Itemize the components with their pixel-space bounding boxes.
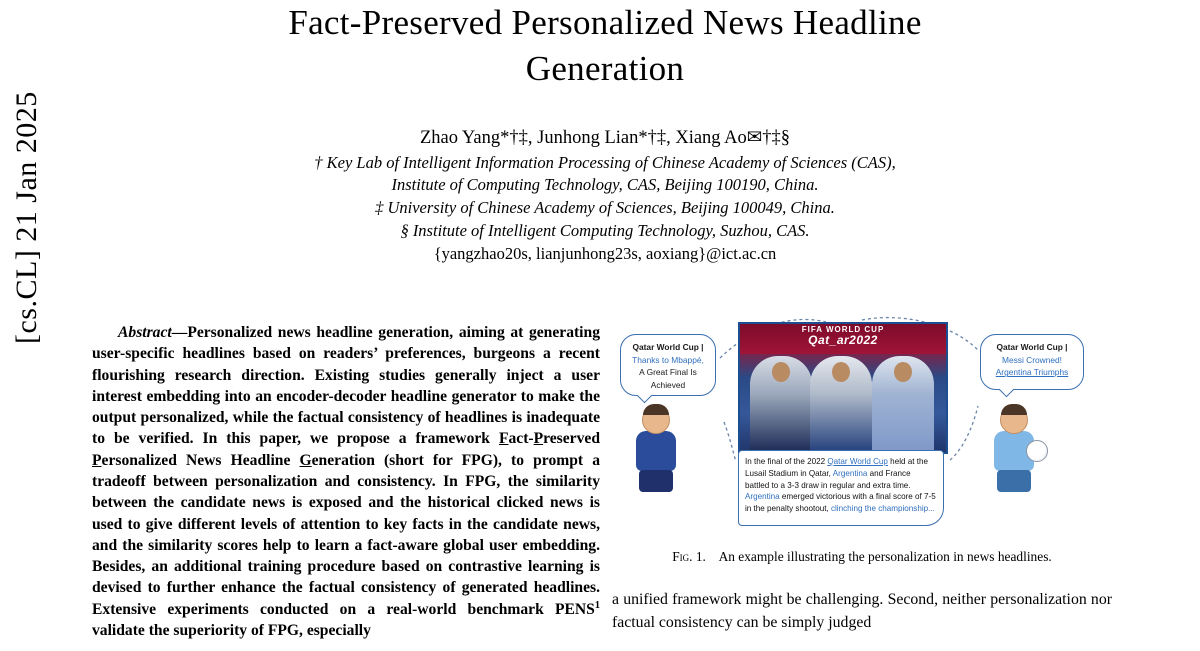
figure-caption <box>612 548 1112 566</box>
abstract-footnote-marker[interactable]: 1 <box>594 599 600 611</box>
abstract-text-1: Personalized news headline generation, aiming at generating user-specific headlines based on readers’ preferences, burgeons a recent flourishing research direction. Existing studies generally inject a user interest embedding into an encoder-decoder headline generator to make the output personalized, while the factual consistency of headlines is inadequate to be verified. In this paper, we propose a framework <box>92 324 600 448</box>
news-seg-3: and France battled to a 3-3 draw in regular and extra time. <box>745 468 911 490</box>
poster-logo-line-2: Qat_ar2022 <box>808 333 878 348</box>
news-seg-4: emerged victorious with a final score of 7-5 in the penalty shootout, <box>745 492 936 514</box>
speech-bubble-user-right <box>980 334 1084 390</box>
title-block <box>170 0 1040 92</box>
affiliation-1: † Key Lab of Intelligent Information Processing of Chinese Academy of Sciences (CAS), <box>314 152 896 172</box>
figure-caption-text: An example illustrating the personalization in news headlines. <box>718 549 1052 564</box>
news-highlight-1: Qatar World Cup <box>827 457 888 466</box>
affiliation-4: § Institute of Intelligent Computing Technology, Suzhou, CAS. <box>400 220 810 240</box>
arxiv-stamp-text: [cs.CL] 21 Jan 2025 <box>10 91 43 344</box>
player-head-icon <box>894 362 912 382</box>
abstract-text-6: validate the superiority of FPG, especially <box>92 622 371 640</box>
affiliation-3: ‡ University of Chinese Academy of Sciences, Beijing 100049, China. <box>375 198 835 218</box>
bubble-left-line-1: Thanks to Mbappé, <box>632 354 704 365</box>
poster-player-right <box>872 356 934 452</box>
bubble-left-line-3: Achieved <box>650 379 686 390</box>
author-names: Zhao Yang*†‡, Junhong Lian*†‡, Xiang Ao✉†‡§ <box>419 128 791 148</box>
abstract-paragraph <box>92 322 600 641</box>
arxiv-stamp <box>10 0 54 344</box>
authors-block <box>170 126 1040 265</box>
page-title <box>170 0 1040 92</box>
news-seg-2: held at the Lusail Stadium in Qatar, <box>745 457 928 478</box>
abstract-underline-p2: P <box>92 451 102 469</box>
abstract-text-5: eneration (short for FPG), to prompt a tradeoff between personalization and consistency. In FPG, the similarity between the candidate news is exposed and the historical clicked news is used to give different levels of attention to key facts in the candidate news, and the similarity scores help to learn a fact-aware global user embedding. Besides, an additional training procedure based on contrastive learning is devised to further enhance the factual consistency of generated headlines. Extensive experiments conducted on a real-world benchmark PENS <box>92 451 600 618</box>
title-line-2: Generation <box>525 49 685 89</box>
affiliation-2: Institute of Computing Technology, CAS, Beijing 100190, China. <box>391 175 819 195</box>
avatar-legs <box>997 470 1031 492</box>
abstract-underline-p1: P <box>533 430 544 448</box>
bubble-left-header: Qatar World Cup | <box>632 342 704 352</box>
poster-player-center <box>810 356 872 452</box>
avatar-hair <box>643 404 669 415</box>
abstract-label: Abstract <box>118 324 172 341</box>
right-column-paragraph: a unified framework might be challenging. Second, neither personalization nor factual consistency can be simply judged <box>612 591 1112 632</box>
figure-caption-label: Fig. 1. <box>672 549 706 564</box>
author-emails: {yangzhao20s, lianjunhong23s, aoxiang}@ict.ac.cn <box>433 243 777 263</box>
bubble-right-header: Qatar World Cup | <box>996 342 1068 352</box>
bubble-right-line-2: Argentina Triumphs <box>995 367 1069 378</box>
poster-player-left <box>750 356 812 452</box>
left-column <box>92 322 600 641</box>
news-highlight-3: Argentina <box>745 492 780 502</box>
player-head-icon <box>832 362 850 382</box>
soccer-ball-icon <box>1026 440 1048 462</box>
news-seg-1: In the final of the 2022 <box>745 457 828 466</box>
world-cup-poster-image <box>738 322 948 454</box>
title-line-1: Fact-Preserved Personalized News Headline <box>288 3 922 42</box>
abstract-underline-f: F <box>498 430 509 448</box>
avatar-body <box>636 431 676 471</box>
bubble-left-line-2: A Great Final Is <box>639 367 697 378</box>
avatar-hair <box>1001 404 1027 415</box>
fifa-logo <box>802 326 885 347</box>
speech-bubble-user-left <box>620 334 716 396</box>
bubble-right-line-1: Messi Crowned! <box>1001 354 1063 365</box>
player-head-icon <box>772 362 790 382</box>
abstract-text-2: act- <box>508 430 534 448</box>
abstract-text-4: ersonalized News Headline <box>101 451 300 469</box>
abstract-dash: — <box>171 324 188 341</box>
abstract-text-3: reserved <box>543 430 600 448</box>
reader-avatar-left <box>628 406 684 492</box>
right-column <box>612 310 1112 651</box>
abstract-underline-g: G <box>299 451 312 469</box>
avatar-legs <box>639 470 673 492</box>
poster-logo-line-1: FIFA WORLD CUP <box>801 325 885 334</box>
figure-1 <box>612 310 1112 542</box>
news-highlight-4: clinching the championship... <box>830 504 935 514</box>
news-body-card <box>738 450 944 526</box>
news-highlight-2: Argentina <box>832 468 868 478</box>
